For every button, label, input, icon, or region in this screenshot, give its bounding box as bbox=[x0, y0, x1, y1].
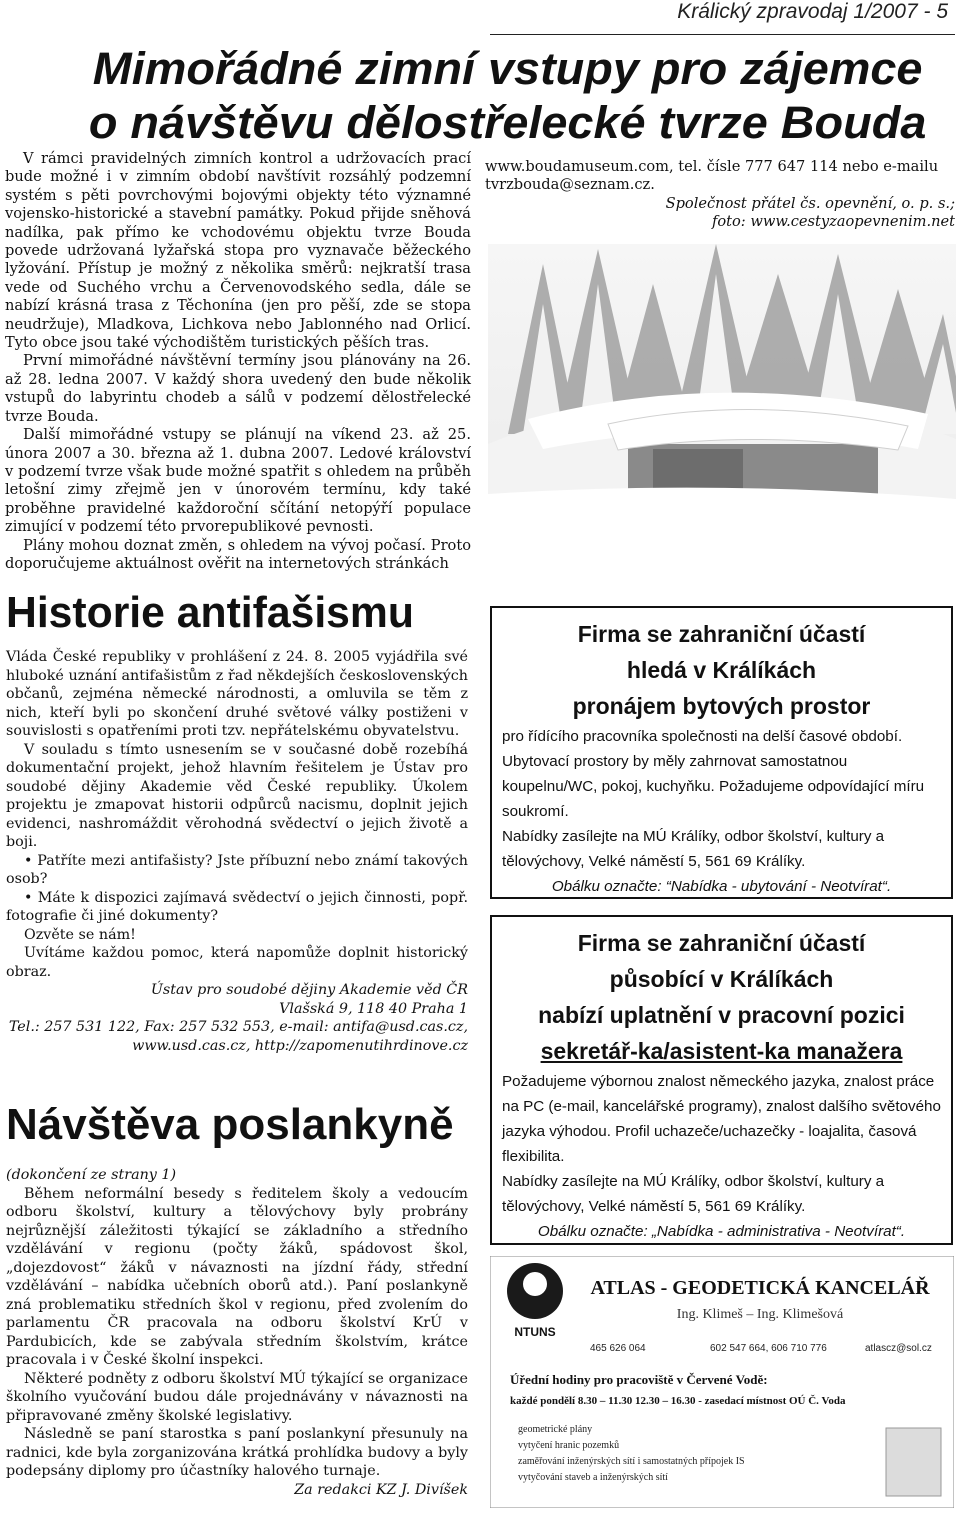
article-navsteva-body bbox=[6, 1166, 468, 1499]
ad-body: pro řídícího pracovníka společnosti na delší časové období. Ubytovací prostory by měly zahrnovat samostatnou koupelnu/WC, pokoj, kuchyňku. Požadujeme odpovídající míru soukromí. bbox=[502, 728, 925, 820]
atlas-names: Ing. Klimeš – Ing. Klimešová bbox=[676, 1307, 844, 1322]
paragraph: V rámci pravidelných zimních kontrol a udržovacích prací bude možné i v zimním období navštívit rozsáhlý podzemní systém s pěti povrchovými bojovými objekty této významné vojensko-historické a stavební památky. Pokud přijde sněhová nadílka, pak přímo ke vchodovému objektu tvrze Bouda povede udržovaná lyžařská stopa pro vyznavače běžeckého lyžování. Přístup je možný z několika směrů: nejkratší trasa vede od Suchého vrchu a Červenovodského sedla, dále se nabízí krásná trasa z Těchonína (jen pro pěší, zde se stopa neudržuje), Mladkova, Lichkova nebo Jablonného nad Orlicí. Tyto obce jsou také východištěm turistických pěších tras. bbox=[5, 150, 471, 352]
signature-line: Tel.: 257 531 122, Fax: 257 532 553, e-mail: antifa@usd.cas.cz, bbox=[8, 1019, 468, 1035]
credit-line-1: Společnost přátel čs. opevnění, o. p. s.; bbox=[665, 194, 955, 212]
bullet-item: • Patříte mezi antifašisty? Jste příbuzní nebo známí takových osob? bbox=[6, 852, 468, 887]
logo-text: NTUNS bbox=[514, 1325, 556, 1339]
paragraph: Uvítáme každou pomoc, která napomůže doplnit historický obraz. bbox=[6, 945, 468, 980]
ad-job bbox=[490, 915, 953, 1245]
ad-body: Nabídky zasílejte na MÚ Králíky, odbor školství, kultury a tělovýchovy, Velké náměstí 5, 561 69 Králíky. bbox=[502, 1173, 885, 1215]
phone-1: 465 626 064 bbox=[590, 1343, 646, 1354]
continuation-note: (dokončení ze strany 1) bbox=[6, 1167, 177, 1183]
article-title-line-2: o návštěvu dělostřelecké tvrze Bouda bbox=[88, 97, 927, 148]
article-title bbox=[50, 42, 960, 150]
ntuns-logo bbox=[507, 1263, 563, 1339]
surveyor-photo bbox=[886, 1428, 941, 1496]
ad-heading: pronájem bytových prostor bbox=[572, 693, 871, 719]
signature-line: www.usd.cas.cz, http://zapomenutihrdinove.cz bbox=[132, 1037, 468, 1054]
atlas-title: ATLAS - GEODETICKÁ KANCELÁŘ bbox=[590, 1277, 930, 1299]
header-rule bbox=[490, 34, 955, 35]
paragraph: Plány mohou doznat změn, s ohledem na vývoj počasí. Proto doporučujeme aktuálnost ověřit na internetových stránkách bbox=[5, 536, 471, 572]
contact-line: www.boudamuseum.com, tel. čísle 777 647 114 nebo e-mailu tvrzbouda@seznam.cz. bbox=[485, 158, 939, 194]
office-hours: každé pondělí 8.30 – 11.30 12.30 – 16.30 - zasedací místnost OÚ Č. Voda bbox=[510, 1395, 846, 1407]
ad-note: Obálku označte: “Nabídka - ubytování - Neotvírat“. bbox=[551, 878, 892, 895]
signature-line: Za redakci KZ J. Divíšek bbox=[294, 1481, 468, 1498]
paragraph: Další mimořádné vstupy se plánují na víkend 23. až 25. února 2007 a 30. března až 1. dubna 2007. Ledové království v podzemí tvrze však bude možné spatřit s ohledem na průběh letošní zimy zřejmě jen v únorovém termínu, kdy také proběhne pravidelné každoroční sčítání netopýří populace zimující v podzemí této prvorepublikové pevnosti. bbox=[5, 426, 471, 536]
article-bouda-continuation bbox=[485, 158, 955, 232]
atlas-advertisement bbox=[490, 1256, 954, 1508]
ad-body: Požadujeme výbornou znalost německého jazyka, znalost práce na PC (e-mail, kancelářské programy), znalost dalšího světového jazyka výhodou. Profil uchazeče/uchazečky - loajalita, časová flexibilita. bbox=[502, 1073, 941, 1165]
ad-body: Nabídky zasílejte na MÚ Králíky, odbor školství, kultury a tělovýchovy, Velké náměstí 5, 561 69 Králíky. bbox=[502, 828, 885, 870]
paragraph: Během neformální besedy s ředitelem školy a vedoucím odboru školství, kultury a tělovýchovy byly probrány nejrůznější záležitosti týkající se základního a středního vzdělávání v regionu (počty žáků, spádovost škol, „dojezdovost“ žáků v návaznosti na jízdní řády, střední vzdělávání – nabídka učebních oborů atd.). Paní poslankyně zná problematiku středních škol v regionu, před zvolením do parlamentu ČR pracovala na odboru školství KrÚ v Pardubicích, kde se zabývala středním školstvím, krátce pracovala i v České školní inspekci. bbox=[6, 1185, 468, 1368]
ad-heading: nabízí uplatnění v pracovní pozici bbox=[538, 1002, 905, 1028]
ad-heading: sekretář-ka/asistent-ka manažera bbox=[540, 1038, 903, 1064]
signature-line: Vlašská 9, 118 40 Praha 1 bbox=[279, 1000, 468, 1017]
fortress-winter-photo bbox=[488, 244, 956, 594]
office-hours-heading: Úřední hodiny pro pracoviště v Červené Vodě: bbox=[510, 1372, 768, 1387]
ad-housing bbox=[490, 606, 953, 899]
paragraph: Následně se paní starostka s paní poslankyní přesunuly na radnici, kde byla zorganizována krátká prohlídka budovy a byly podepsány diplomy pro účastníky halového turnaje. bbox=[6, 1426, 468, 1479]
bullet-item: • Máte k dispozici zajímavá svědectví o jejich činnosti, popř. fotografie či jiné dokumenty? bbox=[6, 889, 468, 924]
paragraph: Ozvěte se nám! bbox=[24, 926, 136, 943]
paragraph: První mimořádné návštěvní termíny jsou plánovány na 26. až 28. ledna 2007. V každý shora uvedený den bude několik vstupů do labyrintu chodeb a sálů v podzemí dělostřelecké tvrze Bouda. bbox=[5, 352, 471, 425]
ad-heading: Firma se zahraniční účastí bbox=[577, 621, 866, 647]
article-historie-body bbox=[6, 648, 468, 1055]
phone-2: 602 547 664, 606 710 776 bbox=[710, 1343, 827, 1354]
paragraph: V souladu s tímto usnesením se v současné době rozebíhá dokumentační projekt, jehož hlavním řešitelem je Ústav pro soudobé dějiny Akademie věd České republiky. Úkolem projektu je zmapovat historii odpůrců nacismu, doplnit jejich evidenci, nashromáždit věrohodná svědectví o jejich životě a boji. bbox=[6, 741, 468, 850]
article-title-line-1: Mimořádné zimní vstupy pro zájemce bbox=[92, 43, 923, 94]
email: atlascz@sol.cz bbox=[865, 1343, 932, 1354]
paragraph: Některé podněty z odboru školství MÚ týkající se organizace školního vyučování budou dále projednávány v návaznosti na připravované změny školské legislativy. bbox=[6, 1370, 468, 1424]
paragraph: Vláda České republiky v prohlášení z 24. 8. 2005 vyjádřila své hluboké uznání antifašistům z řad někdejších československých občanů, zejména německé národnosti, a omluvila se těm z nich, kteří byli po skončení druhé světové války postiženi v souvislosti s opatřeními proti tzv. nepřátelskému obyvatelstvu. bbox=[6, 649, 468, 739]
credit-line-2: foto: www.cestyzaopevnenim.net bbox=[711, 213, 955, 231]
service-item: vytyčování staveb a inženýrských sítí bbox=[518, 1472, 668, 1483]
heading-navsteva: Návštěva poslankyně bbox=[6, 1100, 454, 1149]
heading-historie: Historie antifašismu bbox=[6, 588, 414, 637]
service-item: vytyčení hranic pozemků bbox=[518, 1440, 620, 1451]
running-title: Králický zpravodaj 1/2007 - 5 bbox=[677, 0, 948, 23]
service-item: geometrické plány bbox=[518, 1424, 593, 1435]
signature-line: Ústav pro soudobé dějiny Akademie věd ČR bbox=[150, 982, 468, 998]
ad-note: Obálku označte: „Nabídka - administrativa - Neotvírat“. bbox=[537, 1223, 906, 1240]
ad-heading: působící v Králíkách bbox=[609, 966, 834, 992]
ad-heading: hledá v Králíkách bbox=[626, 657, 817, 683]
article-bouda-body bbox=[5, 150, 471, 573]
ad-heading: Firma se zahraniční účastí bbox=[577, 930, 866, 956]
service-item: zaměřování inženýrských sítí i samostatných přípojek IS bbox=[518, 1456, 745, 1467]
